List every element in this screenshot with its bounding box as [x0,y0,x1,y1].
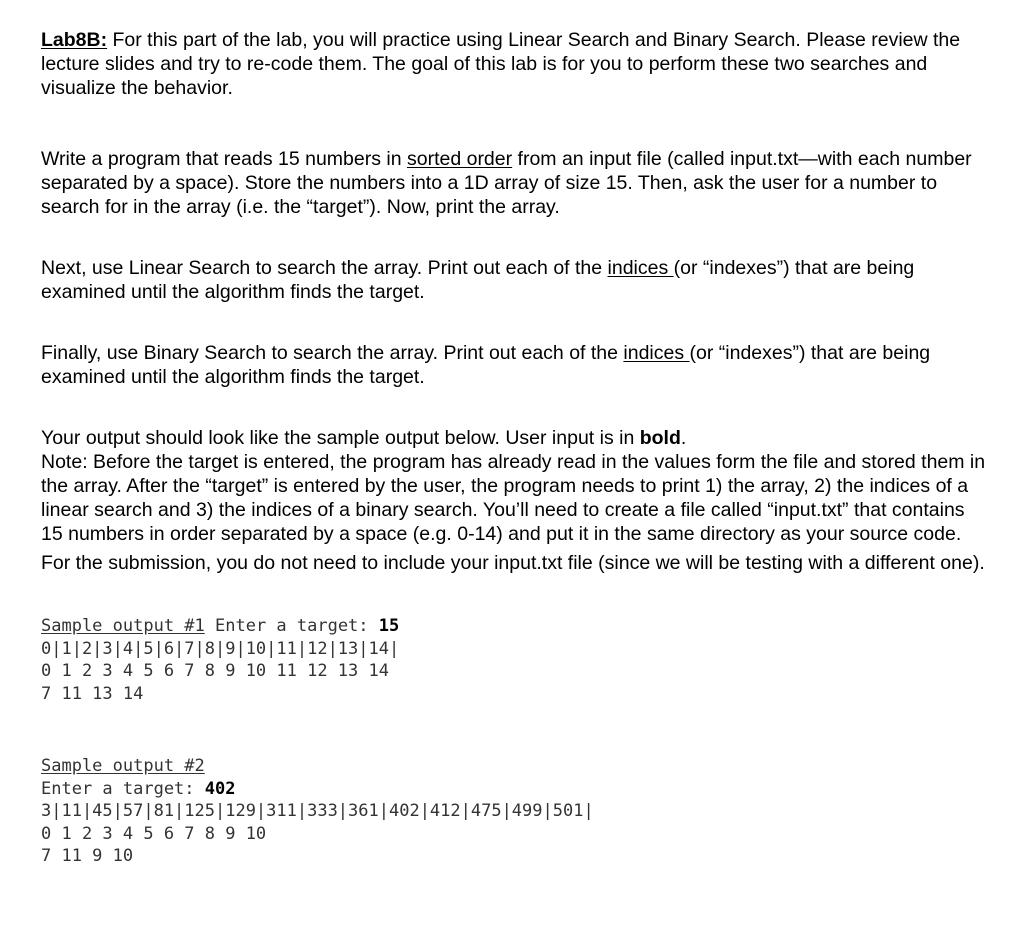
sample-1-binary-line: 7 11 13 14 [41,683,144,704]
sample-1-label: Sample output #1 [41,616,205,636]
sample-2-label: Sample output #2 [41,756,205,776]
binary-indices-emphasis: indices [623,342,690,364]
sample-1-user-input: 15 [378,616,400,636]
write-text-after: from an input file (called input.txt—with each number separated by a space). Store the numbers into a 1D array of size 15. Then, ask the user for a number to search for in the array (i.e. the “target”). Now, print the array. [41,148,972,218]
sample-2-linear-line: 0 1 2 3 4 5 6 7 8 9 10 [41,823,267,844]
binary-text-after: (or “indexes”) that are being examined until the algorithm finds the target. [41,342,931,388]
linear-search-paragraph [41,256,991,304]
bold-emphasis: bold [639,427,681,449]
intro-paragraph [41,28,991,100]
output-instructions-paragraph [41,426,991,450]
lab-document [41,28,991,868]
sample-2-binary-line: 7 11 9 10 [41,846,134,866]
sample-2-user-input: 402 [204,778,236,799]
sample-2-header [41,755,991,778]
output-text-after: . [680,427,687,449]
sample-output-2 [41,755,991,868]
sample-2-array-line: 3|11|45|57|81|125|129|311|333|361|402|412|475|499|501| [41,801,594,821]
sorted-order-emphasis: sorted order [406,148,513,170]
write-text-before: Write a program that reads 15 numbers in [41,148,407,170]
note-paragraph: Note: Before the target is entered, the program has already read in the values form the file and stored them in the array. After the “target” is entered by the user, the program needs to print 1) the array, 2) the indices of a linear search and 3) the indices of a binary search. You’ll need to create a file called “input.txt” that contains 15 numbers in order separated by a space (e.g. 0-14) and put it in the same directory as your source code. [41,451,986,545]
binary-text-before: Finally, use Binary Search to search the array. Print out each of the [41,342,624,364]
sample-2-prompt-line [41,778,991,801]
sample-1-header [41,615,991,638]
lab-heading: Lab8B: [41,29,108,51]
submission-paragraph: For the submission, you do not need to include your input.txt file (since we will be testing with a different one). [41,552,985,574]
linear-text-after: (or “indexes”) that are being examined until the algorithm finds the target. [41,257,915,303]
binary-search-paragraph [41,341,991,389]
output-text-before: Your output should look like the sample output below. User input is in [41,427,640,449]
linear-indices-emphasis: indices [607,257,674,279]
write-program-paragraph [41,147,991,219]
sample-1-linear-line: 0 1 2 3 4 5 6 7 8 9 10 11 12 13 14 [41,661,389,681]
intro-text: For this part of the lab, you will practice using Linear Search and Binary Search. Please review the lecture slides and try to re-code them. The goal of this lab is for you to perform these two searches and visualize the behavior. [41,29,961,99]
sample-output-1 [41,615,991,705]
sample-1-array-line: 0|1|2|3|4|5|6|7|8|9|10|11|12|13|14| [41,638,400,659]
sample-2-prompt: Enter a target: [41,778,205,799]
linear-text-before: Next, use Linear Search to search the array. Print out each of the [41,257,608,279]
sample-1-prompt: Enter a target: [204,616,379,636]
